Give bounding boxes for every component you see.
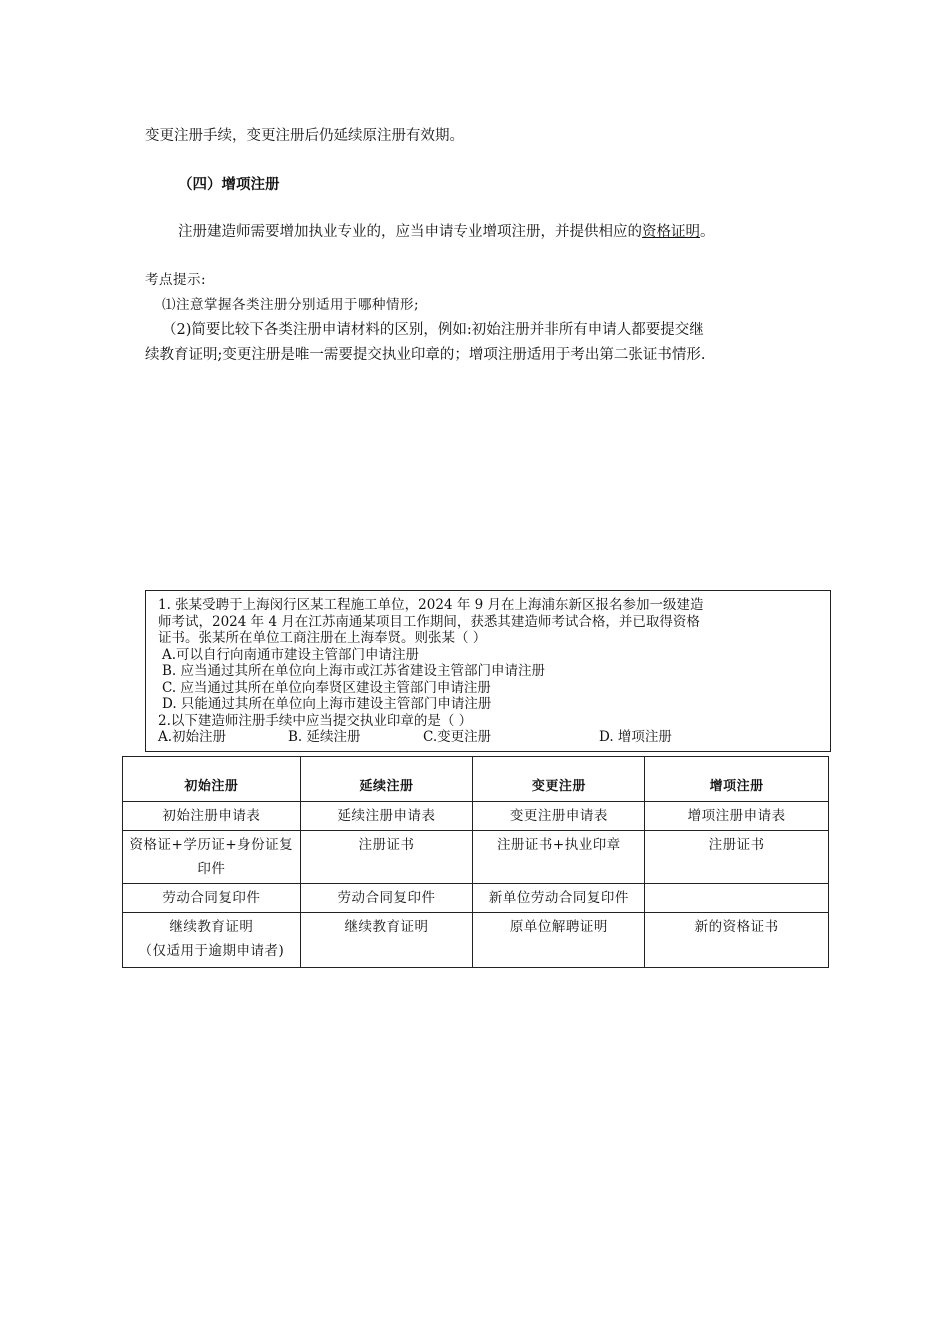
body-text-end: 。 [700, 224, 715, 240]
table-cell: 变更注册申请表 [473, 802, 645, 831]
table-cell: 新的资格证书 [645, 913, 829, 968]
question-1-option-d: D. 只能通过其所在单位向上海市建设主管部门申请注册 [162, 696, 492, 712]
question-1-line-3: 证书。张某所在单位工商注册在上海奉贤。则张某（ ） [158, 630, 487, 646]
table-header-row [123, 757, 829, 802]
tips-title: 考点提示: [145, 272, 207, 288]
tips-item-2-line-2: 续教育证明;变更注册是唯一需要提交执业印章的；增项注册适用于考出第二张证书情形. [145, 347, 706, 363]
question-2-option-d: D. 增项注册 [599, 729, 672, 745]
question-2-option-c: C.变更注册 [423, 729, 492, 745]
table-cell: 继续教育证明 [300, 913, 473, 968]
question-2-options [158, 729, 818, 746]
header-addition: 增项注册 [645, 757, 829, 802]
header-renewal: 延续注册 [300, 757, 473, 802]
header-initial: 初始注册 [123, 757, 301, 802]
question-2-option-a: A.初始注册 [158, 729, 227, 745]
qualification-link: 资格证明 [642, 224, 700, 240]
question-1-line-1: 1. 张某受聘于上海闵行区某工程施工单位，2024 年 9 月在上海浦东新区报名参加一级建造 [158, 597, 704, 613]
table-cell: 注册证书+执业印章 [473, 831, 645, 884]
section-heading: （四）增项注册 [178, 177, 280, 193]
table-cell: 延续注册申请表 [300, 802, 473, 831]
question-1-option-b: B. 应当通过其所在单位向上海市或江苏省建设主管部门申请注册 [162, 663, 546, 679]
tips-item-1: ⑴注意掌握各类注册分别适用于哪种情形; [162, 297, 420, 313]
table-cell: 劳动合同复印件 [300, 884, 473, 913]
table-cell: 资格证+学历证+身份证复印件 [123, 831, 301, 884]
table-row [123, 884, 829, 913]
question-2-option-b: B. 延续注册 [288, 729, 361, 745]
table-cell: 初始注册申请表 [123, 802, 301, 831]
tips-item-2-line-1: （2)简要比较下各类注册申请材料的区别，例如:初始注册并非所有申请人都要提交继 [162, 322, 704, 338]
table-cell [645, 884, 829, 913]
paragraph-continuation: 变更注册手续，变更注册后仍延续原注册有效期。 [145, 128, 464, 144]
question-1-option-c: C. 应当通过其所在单位向奉贤区建设主管部门申请注册 [162, 679, 491, 696]
table-row [123, 831, 829, 884]
question-1-option-a: A.可以自行向南通市建设主管部门申请注册 [162, 646, 420, 663]
table-cell: 增项注册申请表 [645, 802, 829, 831]
table-cell: 劳动合同复印件 [123, 884, 301, 913]
table-cell: 新单位劳动合同复印件 [473, 884, 645, 913]
table-cell: 注册证书 [300, 831, 473, 884]
body-text: 注册建造师需要增加执业专业的，应当申请专业增项注册，并提供相应的 [178, 224, 642, 240]
section-body [178, 222, 715, 242]
table-cell: 注册证书 [645, 831, 829, 884]
table-cell: 原单位解聘证明 [473, 913, 645, 968]
question-2: 2.以下建造师注册手续中应当提交执业印章的是（ ） [158, 712, 473, 729]
quiz-box [145, 590, 831, 752]
table-cell: 继续教育证明 （仅适用于逾期申请者) [123, 913, 301, 968]
table-row [123, 913, 829, 968]
header-change: 变更注册 [473, 757, 645, 802]
table-row [123, 802, 829, 831]
question-1-line-2: 师考试，2024 年 4 月在江苏南通某项目工作期间，获悉其建造师考试合格，并已取得资格 [158, 613, 700, 630]
registration-comparison-table [122, 756, 829, 968]
